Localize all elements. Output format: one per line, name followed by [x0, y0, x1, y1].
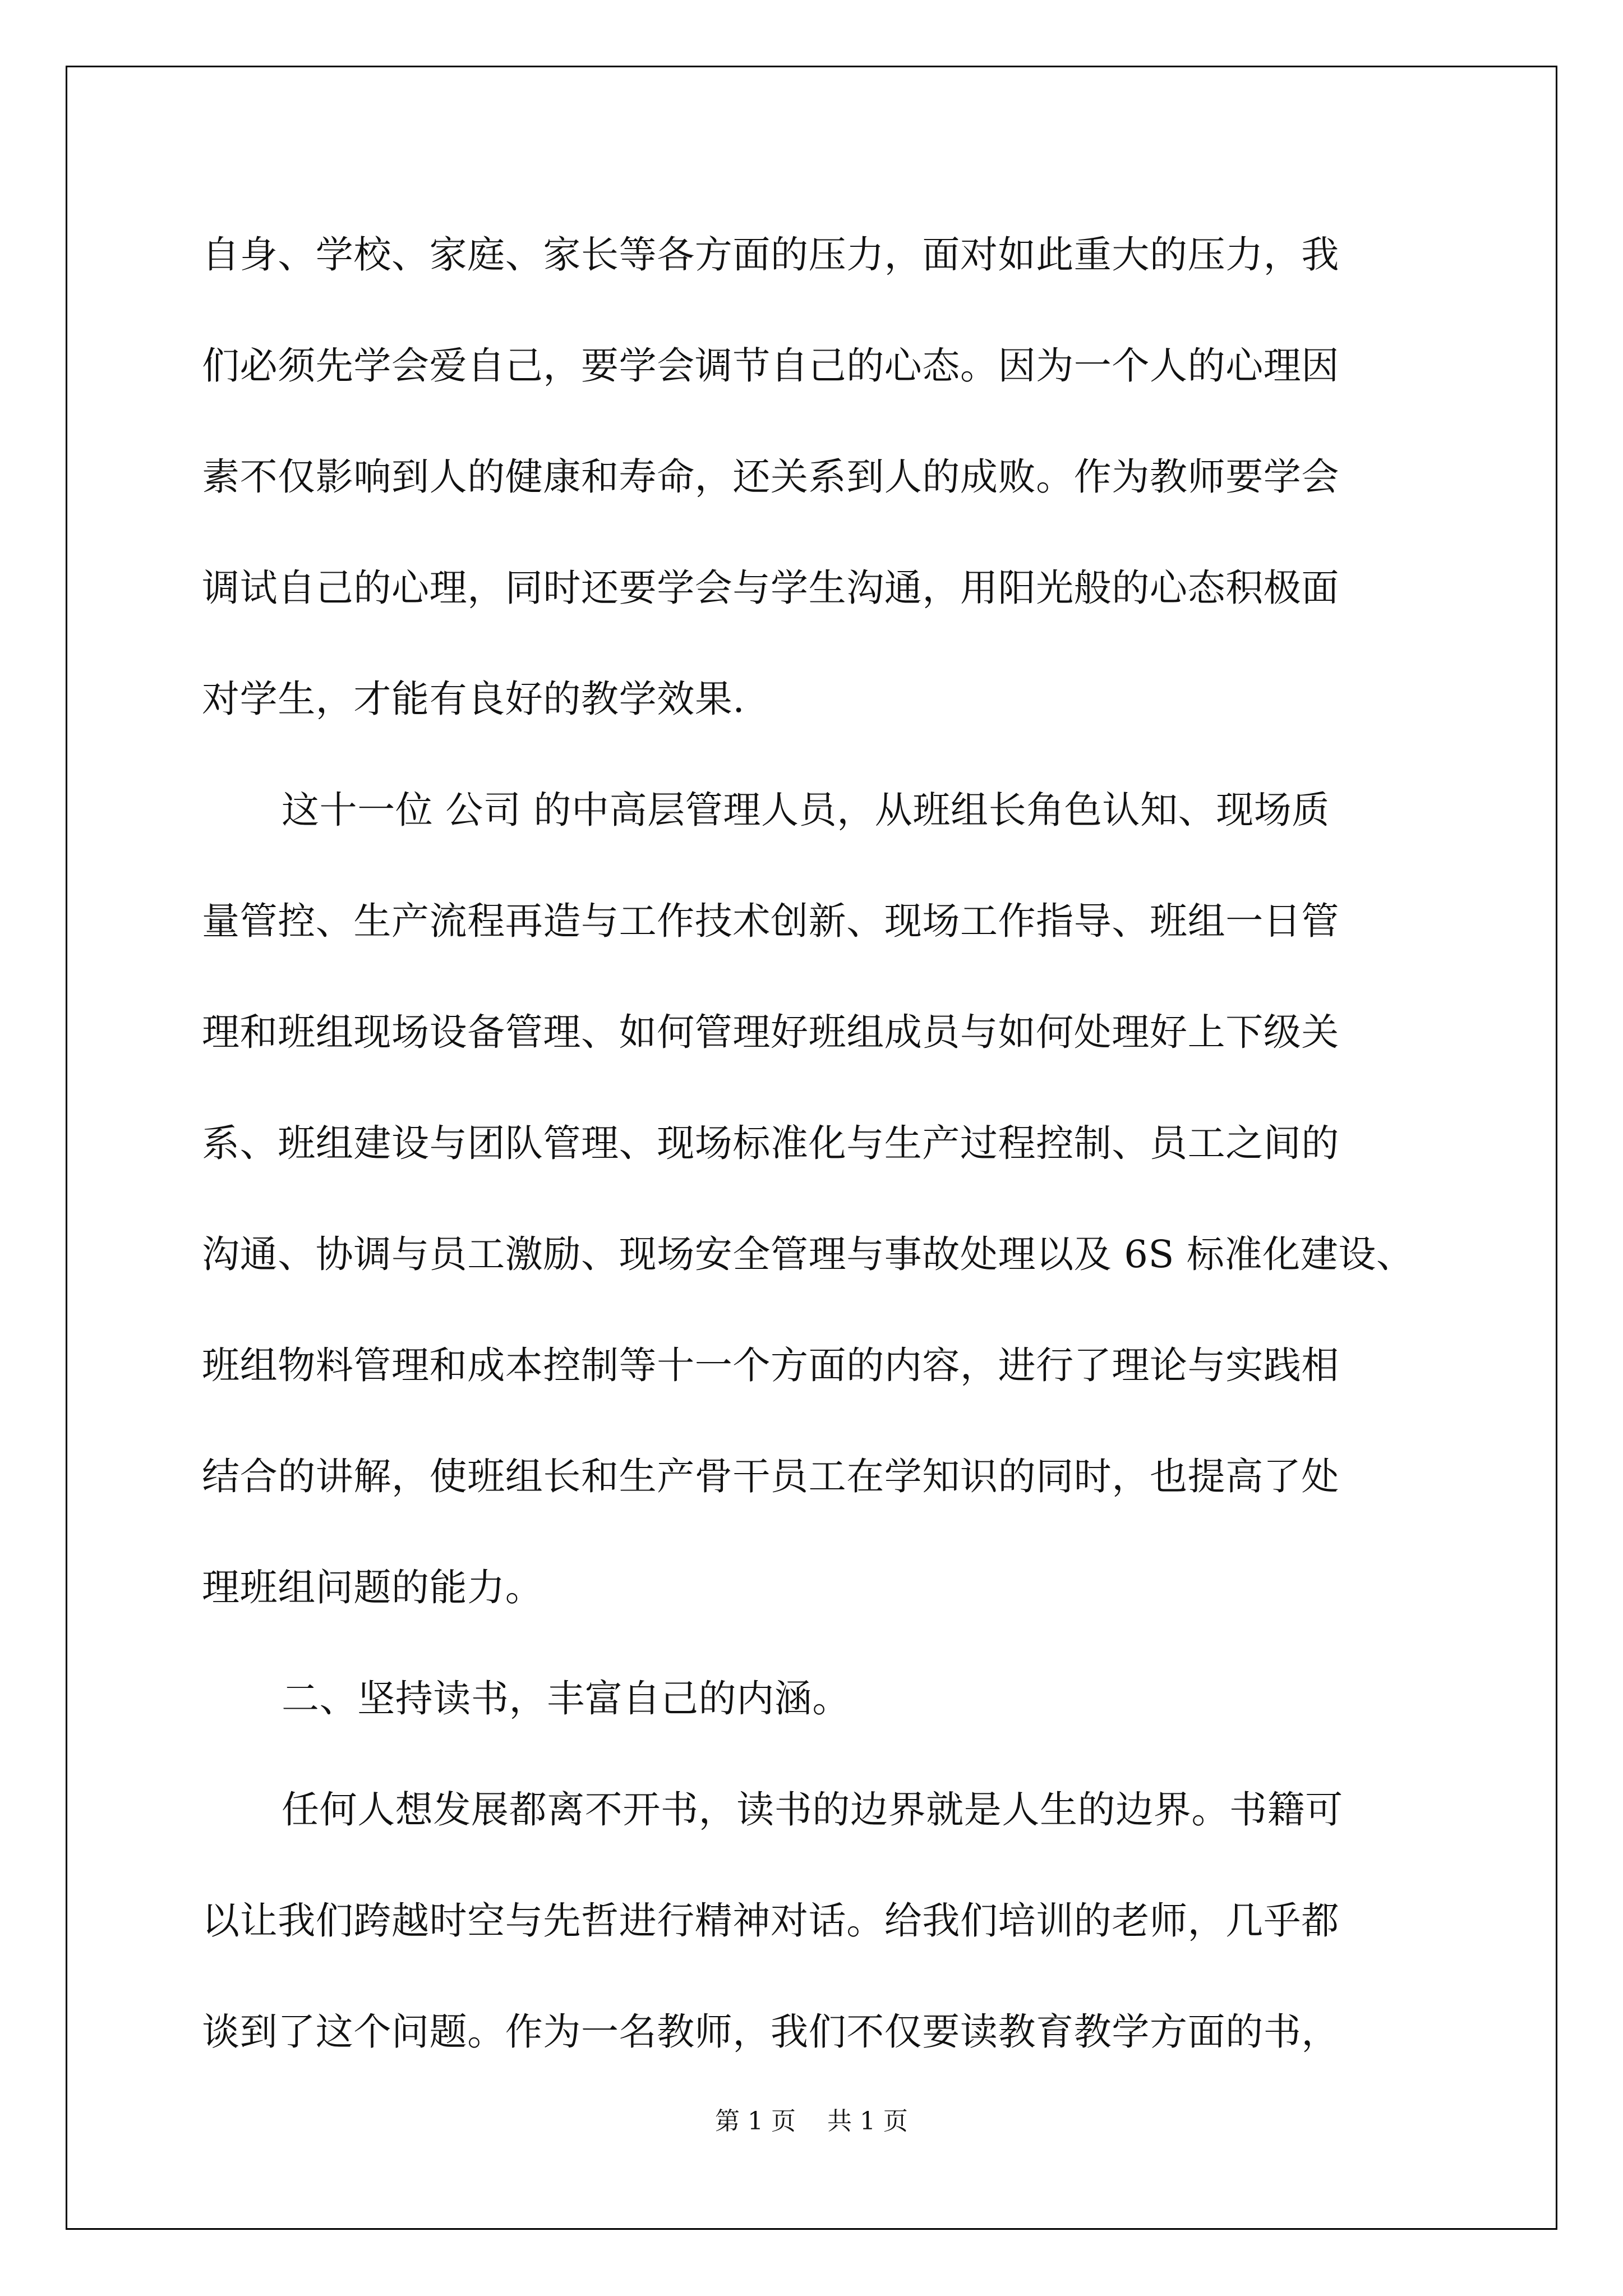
paragraph-first-line: 任何人想发展都离不开书，读书的边界就是人生的边界。书籍可: [282, 1788, 1343, 1832]
text-line: 对学生，才能有良好的教学效果.: [202, 677, 745, 721]
text-line: 调试自己的心理，同时还要学会与学生沟通，用阳光般的心态积极面: [202, 566, 1339, 610]
text-line: 量管控、生产流程再造与工作技术创新、现场工作指导、班组一日管: [202, 899, 1339, 943]
paragraph-first-line: 这十一位 公司 的中高层管理人员，从班组长角色认知、现场质: [282, 788, 1330, 832]
document-body: [202, 199, 1436, 2087]
text-line: 理班组问题的能力。: [202, 1566, 543, 1609]
text-line: 素不仅影响到人的健康和寿命，还关系到人的成败。作为教师要学会: [202, 455, 1339, 499]
page-footer: 第 1 页 共 1 页: [715, 2107, 908, 2136]
text-line: 系、班组建设与团队管理、现场标准化与生产过程控制、员工之间的: [202, 1121, 1339, 1165]
text-line: 自身、学校、家庭、家长等各方面的压力，面对如此重大的压力，我: [202, 233, 1339, 277]
text-line: 理和班组现场设备管理、如何管理好班组成员与如何处理好上下级关: [202, 1010, 1339, 1054]
text-line: 谈到了这个问题。作为一名教师，我们不仅要读教育教学方面的书，: [202, 2010, 1339, 2054]
text-line: 结合的讲解，使班组长和生产骨干员工在学知识的同时，也提高了处: [202, 1455, 1339, 1498]
text-line: 班组物料管理和成本控制等十一个方面的内容，进行了理论与实践相: [202, 1343, 1339, 1387]
text-line: 沟通、协调与员工激励、现场安全管理与事故处理以及 6S 标准化建设、: [202, 1232, 1414, 1276]
section-heading: 二、坚持读书，丰富自己的内涵。: [282, 1677, 850, 1720]
text-line: 们必须先学会爱自己，要学会调节自己的心态。因为一个人的心理因: [202, 344, 1339, 388]
text-line: 以让我们跨越时空与先哲进行精神对话。给我们培训的老师，几乎都: [202, 1899, 1339, 1943]
